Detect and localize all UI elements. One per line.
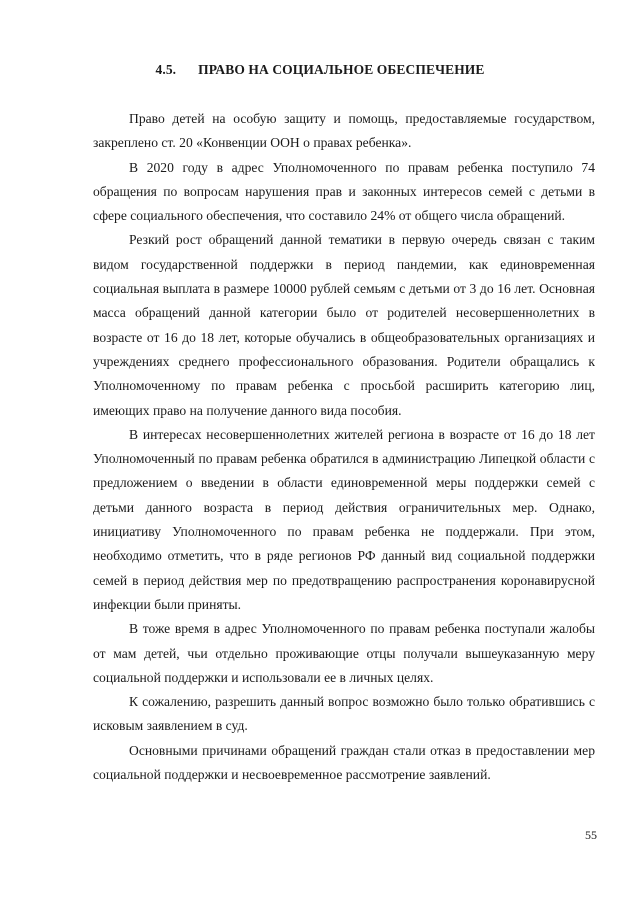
section-heading [0,62,640,78]
paragraph: Право детей на особую защиту и помощь, предоставляемые государством, закреплено ст. 20 «Конвенции ООН о правах ребенка». [93,111,595,151]
paragraph: В 2020 году в адрес Уполномоченного по правам ребенка поступило 74 обращения по вопросам нарушения прав и законных интересов семей с детьми в сфере социального обеспечения, что составило 24% от общего числа обращений. [93,159,595,224]
body-text [93,107,595,787]
section-number: 4.5. [155,62,177,77]
paragraph: В тоже время в адрес Уполномоченного по правам ребенка поступали жалобы от мам детей, чьи отдельно проживающие отцы получали вышеуказанную меру социальной поддержки и использовали ее в личных целях. [93,621,595,685]
paragraph: К сожалению, разрешить данный вопрос возможно было только обратившись с исковым заявлением в суд. [93,694,595,734]
page-number: 55 [585,828,597,842]
paragraph: Основными причинами обращений граждан стали отказ в предоставлении мер социальной поддержки и несвоевременное рассмотрение заявлений. [93,742,595,783]
paragraph: В интересах несовершеннолетних жителей региона в возрасте от 16 до 18 лет Уполномоченный по правам ребенка обратился в администрацию Липецкой области с предложением о введении в области единовременной меры поддержки семей с детьми данного возраста в период действия ограничительных мер. Однако, инициативу Уполномоченного по правам ребенка не поддержали. При этом, необходимо отметить, что в ряде регионов РФ данный вид социальной поддержки семей в период действия мер по предотвращению распространения коронавирусной инфекции были приняты. [93,426,595,612]
paragraph: Резкий рост обращений данной тематики в первую очередь связан с таким видом государственной поддержки в период пандемии, как единовременная социальная выплата в размере 10000 рублей семьям с детьми от 3 до 16 лет. Основная масса обращений данной категории было от родителей несовершеннолетних в возрасте от 16 до 18 лет, которые обучались в общеобразовательных организациях и учреждениях среднего профессионального образования. Родители обращались к Уполномоченному по правам ребенка с просьбой расширить категорию лиц, имеющих право на получение данного вида пособия. [93,232,595,418]
section-title: ПРАВО НА СОЦИАЛЬНОЕ ОБЕСПЕЧЕНИЕ [198,62,485,77]
